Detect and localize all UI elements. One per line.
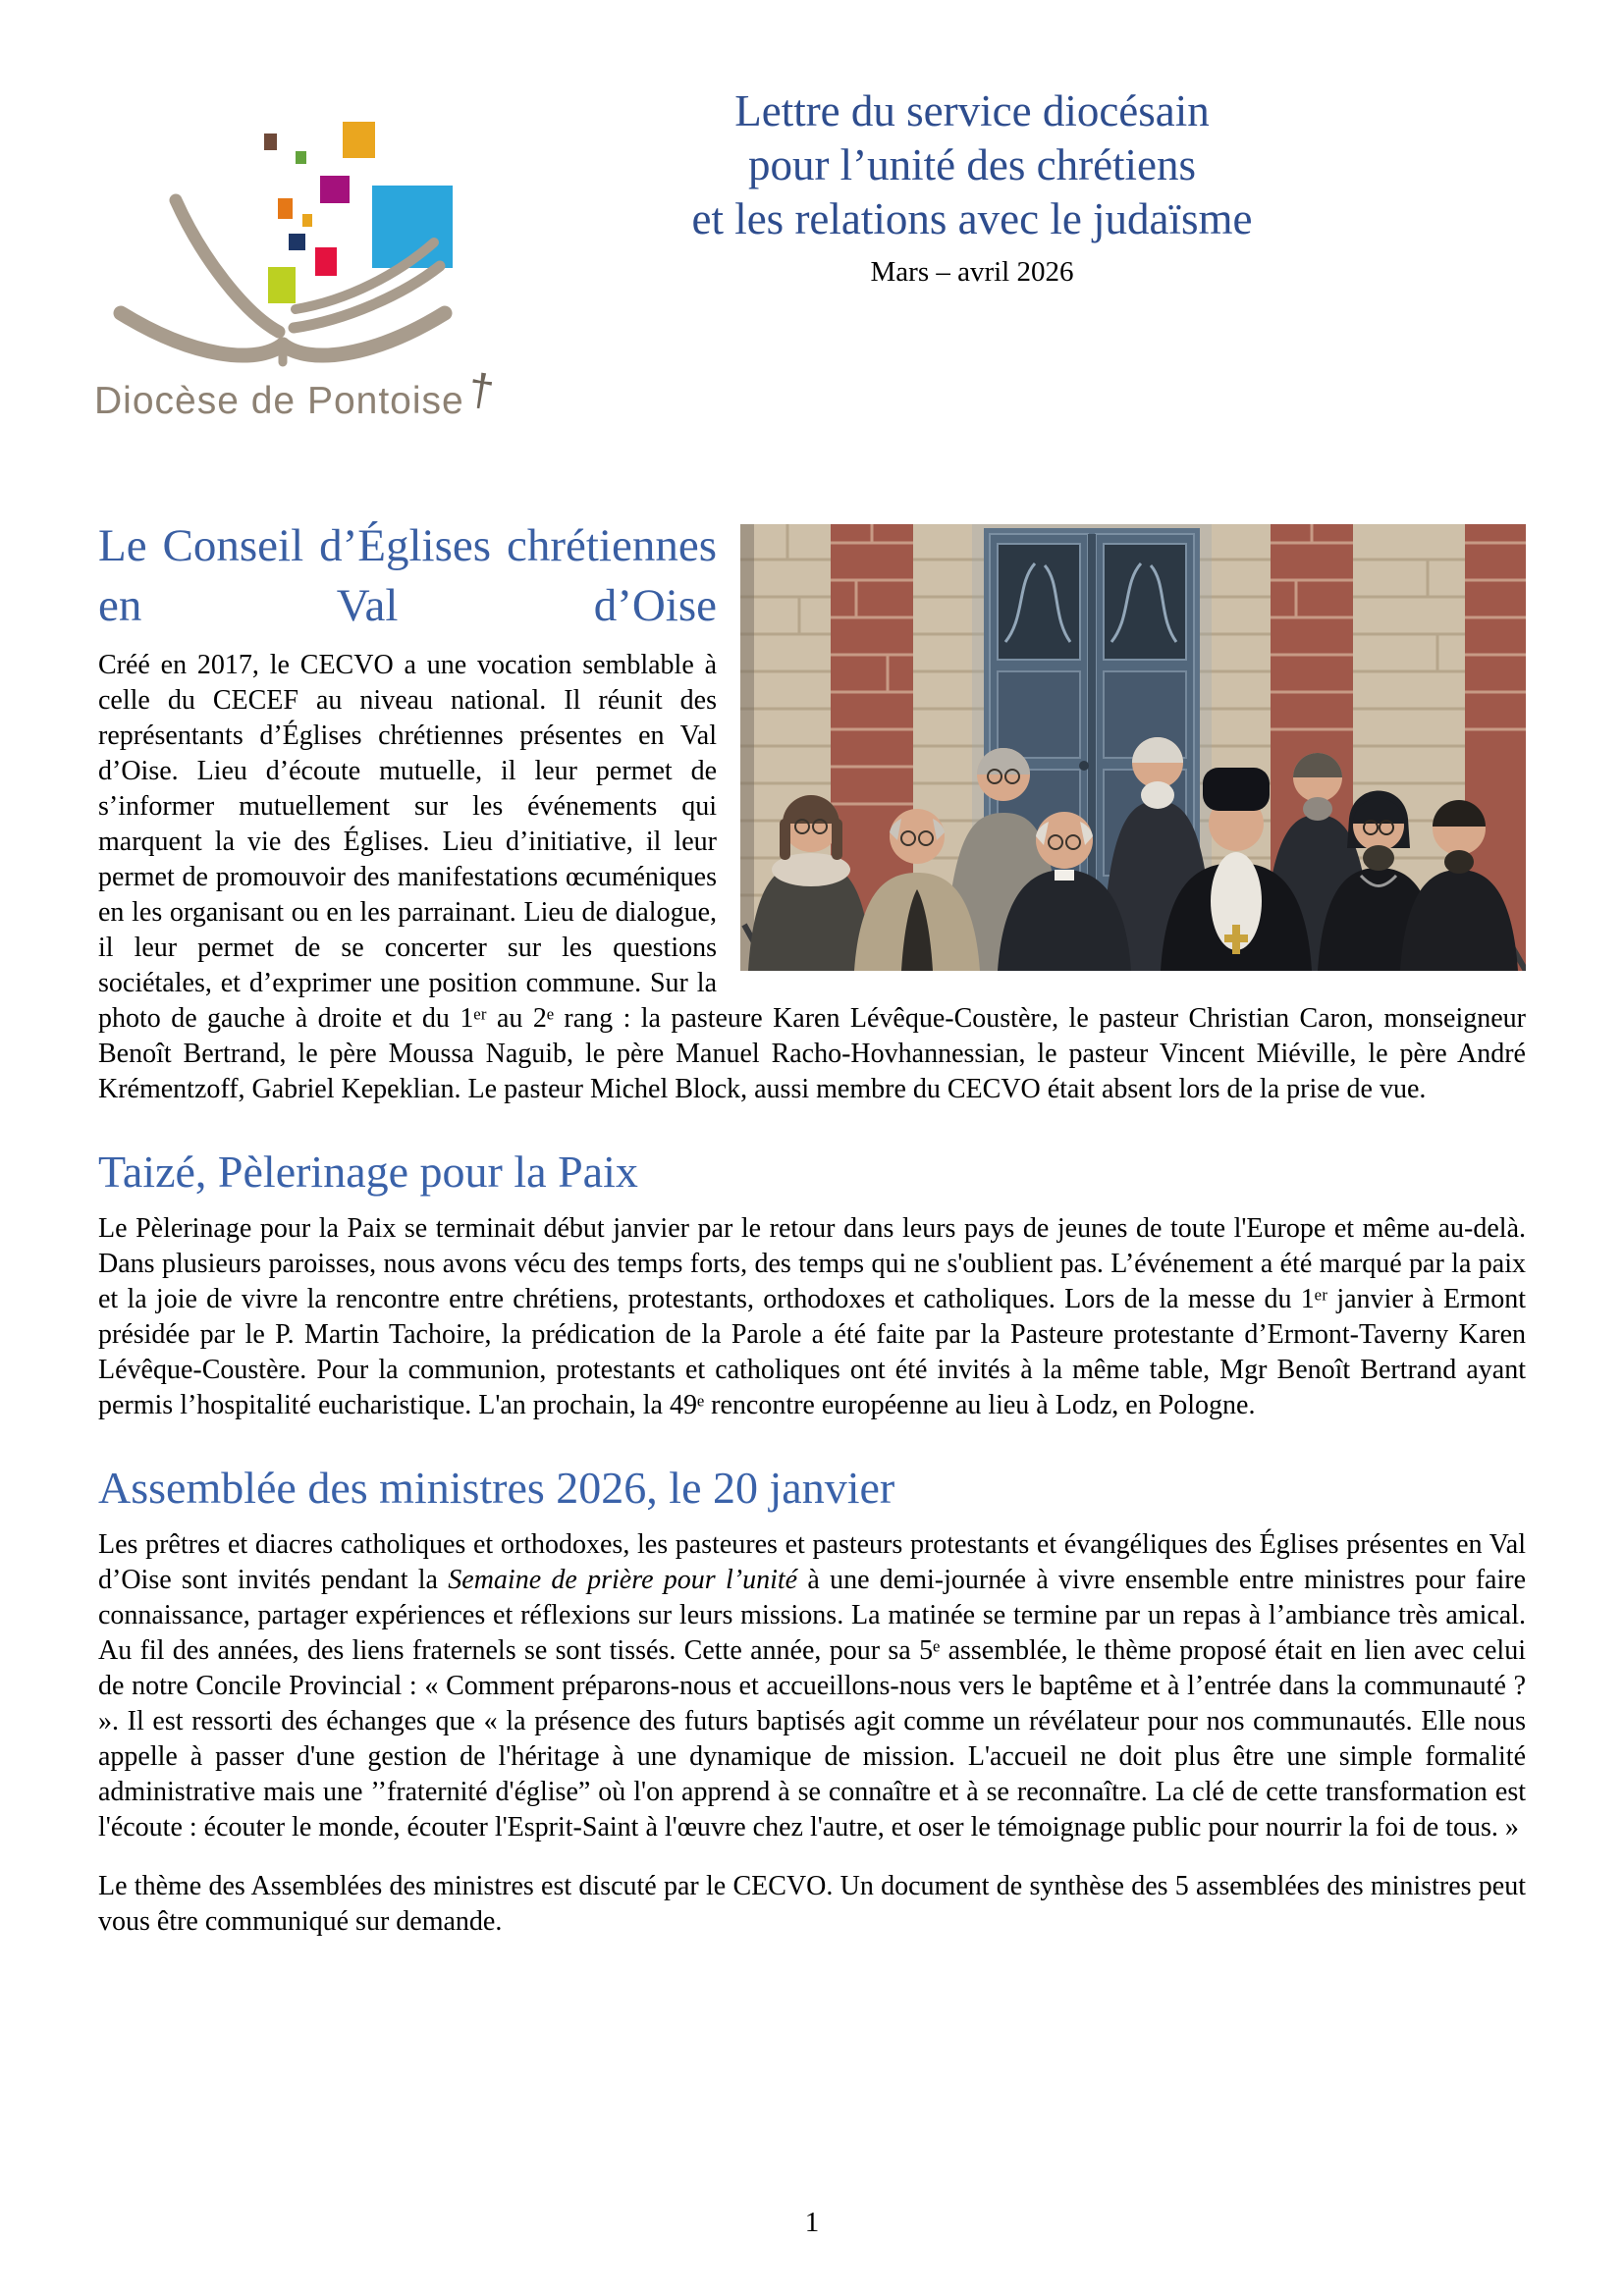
article-taize xyxy=(98,1147,1526,1423)
article-assemblee-note: Le thème des Assemblées des ministres est discuté par le CECVO. Un document de synthèse des 5 assemblées des ministres peut vous être communiqué sur demande. xyxy=(98,1871,1526,1937)
newsletter-title-line-2: pour l’unité des chrétiens xyxy=(747,140,1197,189)
masthead xyxy=(412,84,1532,290)
article-assemblee xyxy=(98,1463,1526,1940)
article-assemblee-heading: Assemblée des ministres 2026, le 20 janvier xyxy=(98,1463,895,1513)
issue-date: Mars – avril 2026 xyxy=(870,256,1074,288)
page-number: 1 xyxy=(804,2207,820,2238)
article-assemblee-body-before: Les prêtres et diacres catholiques et orthodoxes, les pasteures et pasteurs protestants et évangéliques des Églises présentes en Val d’Oise sont invités pendant la xyxy=(98,1529,1526,1595)
cross-icon: † xyxy=(464,362,499,417)
newsletter-title-line-1: Lettre du service diocésain xyxy=(734,86,1210,135)
article-taize-body: Le Pèlerinage pour la Paix se terminait début janvier par le retour dans leurs pays de jeunes de toute l'Europe et même au-delà. Dans plusieurs paroisses, nous avons vécu des temps forts, des temps qui ne s'oublient pas. L’événement a été marqué par la paix et la joie de vivre la rencontre entre chrétiens, protestants, orthodoxes et catholiques. Lors de la messe du 1ᵉʳ janvier à Ermont présidée par le P. Martin Tachoire, la prédication de la Parole a été faite par la Pasteure protestante d’Ermont-Taverny Karen Lévêque-Coustère. Pour la communion, protestants et catholiques ont été invités à la même table, Mgr Benoît Bertrand ayant permis l’hospitalité eucharistique. L'an prochain, la 49ᵉ rencontre européenne au lieu à Lodz, en Pologne. xyxy=(98,1213,1526,1420)
diocese-logo-icon xyxy=(94,75,467,369)
cecvo-group-photo-image xyxy=(740,524,1526,971)
article-cecvo-body: Créé en 2017, le CECVO a une vocation semblable à celle du CECEF au niveau national. Il réunit des représentants d’Églises chrétiennes présentes en Val d’Oise. Lieu d’écoute mutuelle, il leur permet de s’informer mutuellement sur les événements qui marquent la vie des Églises. Lieu d’initiative, il leur permet de promouvoir des manifestations œcuméniques en les organisant ou en les parrainant. Lieu de dialogue, il leur permet de se concerter sur les questions sociétales, et d’exprimer une position commune. Sur la photo de gauche à droite et du 1ᵉʳ au 2ᵉ rang : la pasteure Karen Lévêque-Coustère, le pasteur Christian Caron, monseigneur Benoît Bertrand, le père Moussa Naguib, le père Manuel Racho-Hovhannessian, le pasteur Vincent Miéville, le père André Krémentzoff, Gabriel Kepeklian. Le pasteur Michel Block, aussi membre du CECVO était absent lors de la prise de vue. xyxy=(98,650,1526,1104)
org-name-label: Diocèse de Pontoise xyxy=(94,380,464,422)
page-content xyxy=(98,516,1526,1940)
photo-left-shadow xyxy=(740,524,754,971)
article-assemblee-body-after: à une demi-journée à vivre ensemble entre ministres pour faire connaissance, partager expériences et réflexions sur leurs missions. La matinée se termine par un repas à l’ambiance très amical. Au fil des années, des liens fraternels se sont tissés. Cette année, pour sa 5ᵉ assemblée, le thème proposé était en lien avec celui de notre Concile Provincial : « Comment préparons-nous et accueillons-nous vers le baptême et à l’entrée dans la communauté ? ». Il est ressorti des échanges que « la présence des futurs baptisés agit comme un révélateur pour nos communautés. Elle nous appelle à passer d'une gestion de l'héritage à une dynamique de mission. L'accueil ne doit plus être une simple formalité administrative mais une ’’fraternité d'église” où l'on apprend à se connaître et à se reconnaître. La clé de cette transformation est l'écoute : écouter le monde, écouter l'Esprit-Saint à l'œuvre chez l'autre, et oser le témoignage public pour nourrir la foi de tous. » xyxy=(98,1565,1526,1842)
newsletter-title-line-3: et les relations avec le judaïsme xyxy=(691,194,1253,243)
article-cecvo xyxy=(98,516,1526,1107)
org-name xyxy=(94,362,499,424)
semaine-de-priere-italic: Semaine de prière pour l’unité xyxy=(448,1565,798,1595)
cecvo-group-photo xyxy=(740,524,1526,971)
article-cecvo-heading: Le Conseil d’Églises chrétiennes en Val d’Oise xyxy=(98,520,717,631)
article-assemblee-body xyxy=(98,1527,1526,1845)
article-taize-heading: Taizé, Pèlerinage pour la Paix xyxy=(98,1147,638,1197)
